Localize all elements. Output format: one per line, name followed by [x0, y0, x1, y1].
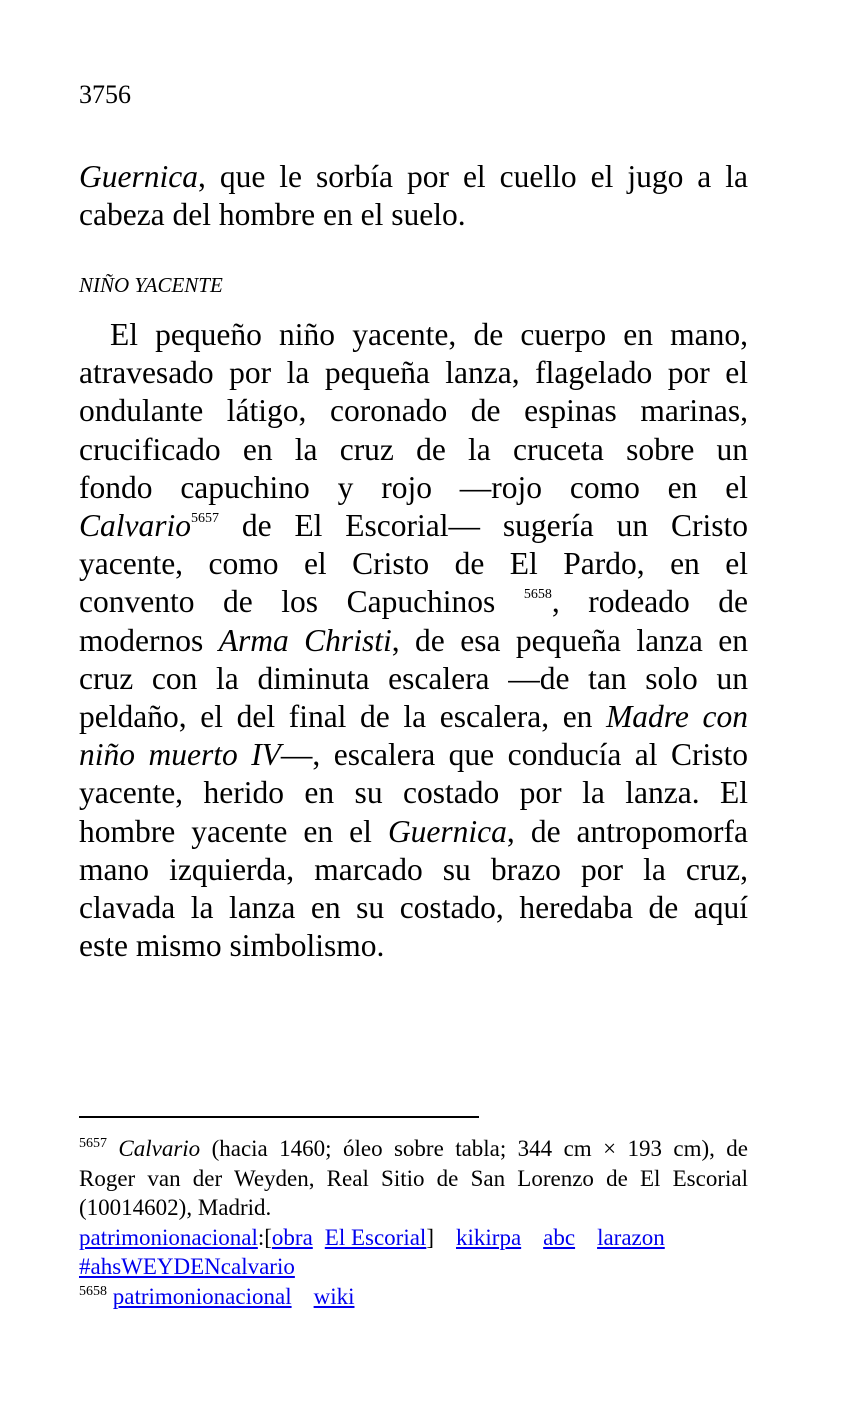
paragraph-line: niño muerto IV—, escalera que conducía al Cristo	[79, 737, 748, 773]
footnote-5658	[79, 1282, 748, 1312]
paragraph-line: El pequeño niño yacente, de cuerpo en mano,	[110, 317, 748, 352]
paragraph-line: modernos Arma Christi, de esa pequeña lanza en	[79, 622, 748, 658]
paragraph-line: yacente, herido en su costado por la lanza. El	[79, 775, 748, 811]
link-kikirpa[interactable]: kikirpa	[456, 1224, 522, 1250]
link-larazon[interactable]: larazon	[597, 1224, 665, 1250]
footnote-5657-line-2: Roger van der Weyden, Real Sitio de San Lorenzo de El Escorial	[79, 1165, 748, 1191]
section-heading: NIÑO YACENTE	[79, 273, 223, 297]
paragraph-line: hombre yacente en el Guernica, de antropomorfa	[79, 813, 748, 849]
footnote-5657-links: patrimonionacional:[obra El Escorial] kikirpa abc larazon	[79, 1224, 665, 1250]
paragraph-line: yacente, como el Cristo de El Pardo, en el	[79, 546, 748, 582]
paragraph-line: mano izquierda, marcado su brazo por la cruz,	[79, 851, 748, 887]
paragraph-line: ondulante látigo, coronado de espinas marinas,	[79, 393, 748, 429]
page-number: 3756	[79, 80, 131, 109]
paragraph-line: crucificado en la cruz de la cruceta sobre un	[79, 431, 748, 467]
artwork-title: Calvario	[118, 1136, 201, 1161]
footnote-number: 5658	[79, 1283, 107, 1299]
artwork-title: Madre con	[606, 699, 748, 735]
footnote-5657-line-3: (10014602), Madrid.	[79, 1195, 272, 1220]
paragraph-line: Calvario$^{5657}$ de El Escorial— sugería un Cristo	[79, 508, 748, 544]
link-obra[interactable]: obra	[271, 1224, 313, 1250]
link-patrimonionacional[interactable]: patrimonionacional	[79, 1224, 258, 1250]
footnote-separator	[79, 1116, 479, 1118]
artwork-title: Guernica	[387, 813, 507, 849]
paragraph-line: peldaño, el del final de la escalera, en Madre con	[79, 699, 748, 735]
artwork-title: Arma Christi	[218, 622, 392, 658]
paragraph-line: atravesado por la pequeña lanza, flagelado por el	[79, 355, 748, 391]
continuation-paragraph	[79, 158, 748, 234]
paragraph-line: convento de los Capuchinos $^{5658}$, rodeado de	[79, 584, 748, 620]
footnote-ref-5658[interactable]: 5658	[523, 587, 552, 603]
paragraph-line: cruz con la diminuta escalera —de tan solo un	[79, 660, 748, 696]
main-paragraph	[79, 316, 748, 965]
artwork-title: Guernica	[79, 159, 198, 194]
link-hashtag-ahsweydencalvario[interactable]: #ahsWEYDENcalvario	[79, 1254, 295, 1279]
link-abc[interactable]: abc	[543, 1224, 576, 1250]
footnote-number: 5657	[79, 1136, 107, 1151]
link-wiki[interactable]: wiki	[313, 1283, 355, 1309]
footnotes	[79, 1134, 748, 1311]
footnote-5657-line-1: $^{5657}$ Calvario (hacia 1460; óleo sobre tabla; 344 cm × 193 cm), de	[79, 1136, 748, 1161]
link-patrimonionacional[interactable]: patrimonionacional	[112, 1283, 292, 1309]
paragraph-line: clavada la lanza en su costado, heredaba de aquí	[79, 890, 748, 926]
paragraph-line: fondo capuchino y rojo —rojo como en el	[79, 469, 748, 505]
continuation-line-1: Guernica, que le sorbía por el cuello el jugo a la	[79, 159, 748, 194]
artwork-title: Calvario	[79, 508, 192, 544]
continuation-line-2: cabeza del hombre en el suelo.	[79, 197, 466, 233]
paragraph-line: este mismo simbolismo.	[79, 928, 385, 964]
footnote-ref-5657[interactable]: 5657	[191, 511, 220, 527]
artwork-title: niño muerto IV	[79, 737, 281, 773]
link-el-escorial[interactable]: El Escorial	[324, 1224, 427, 1250]
footnote-5657-hashtag	[79, 1252, 748, 1282]
